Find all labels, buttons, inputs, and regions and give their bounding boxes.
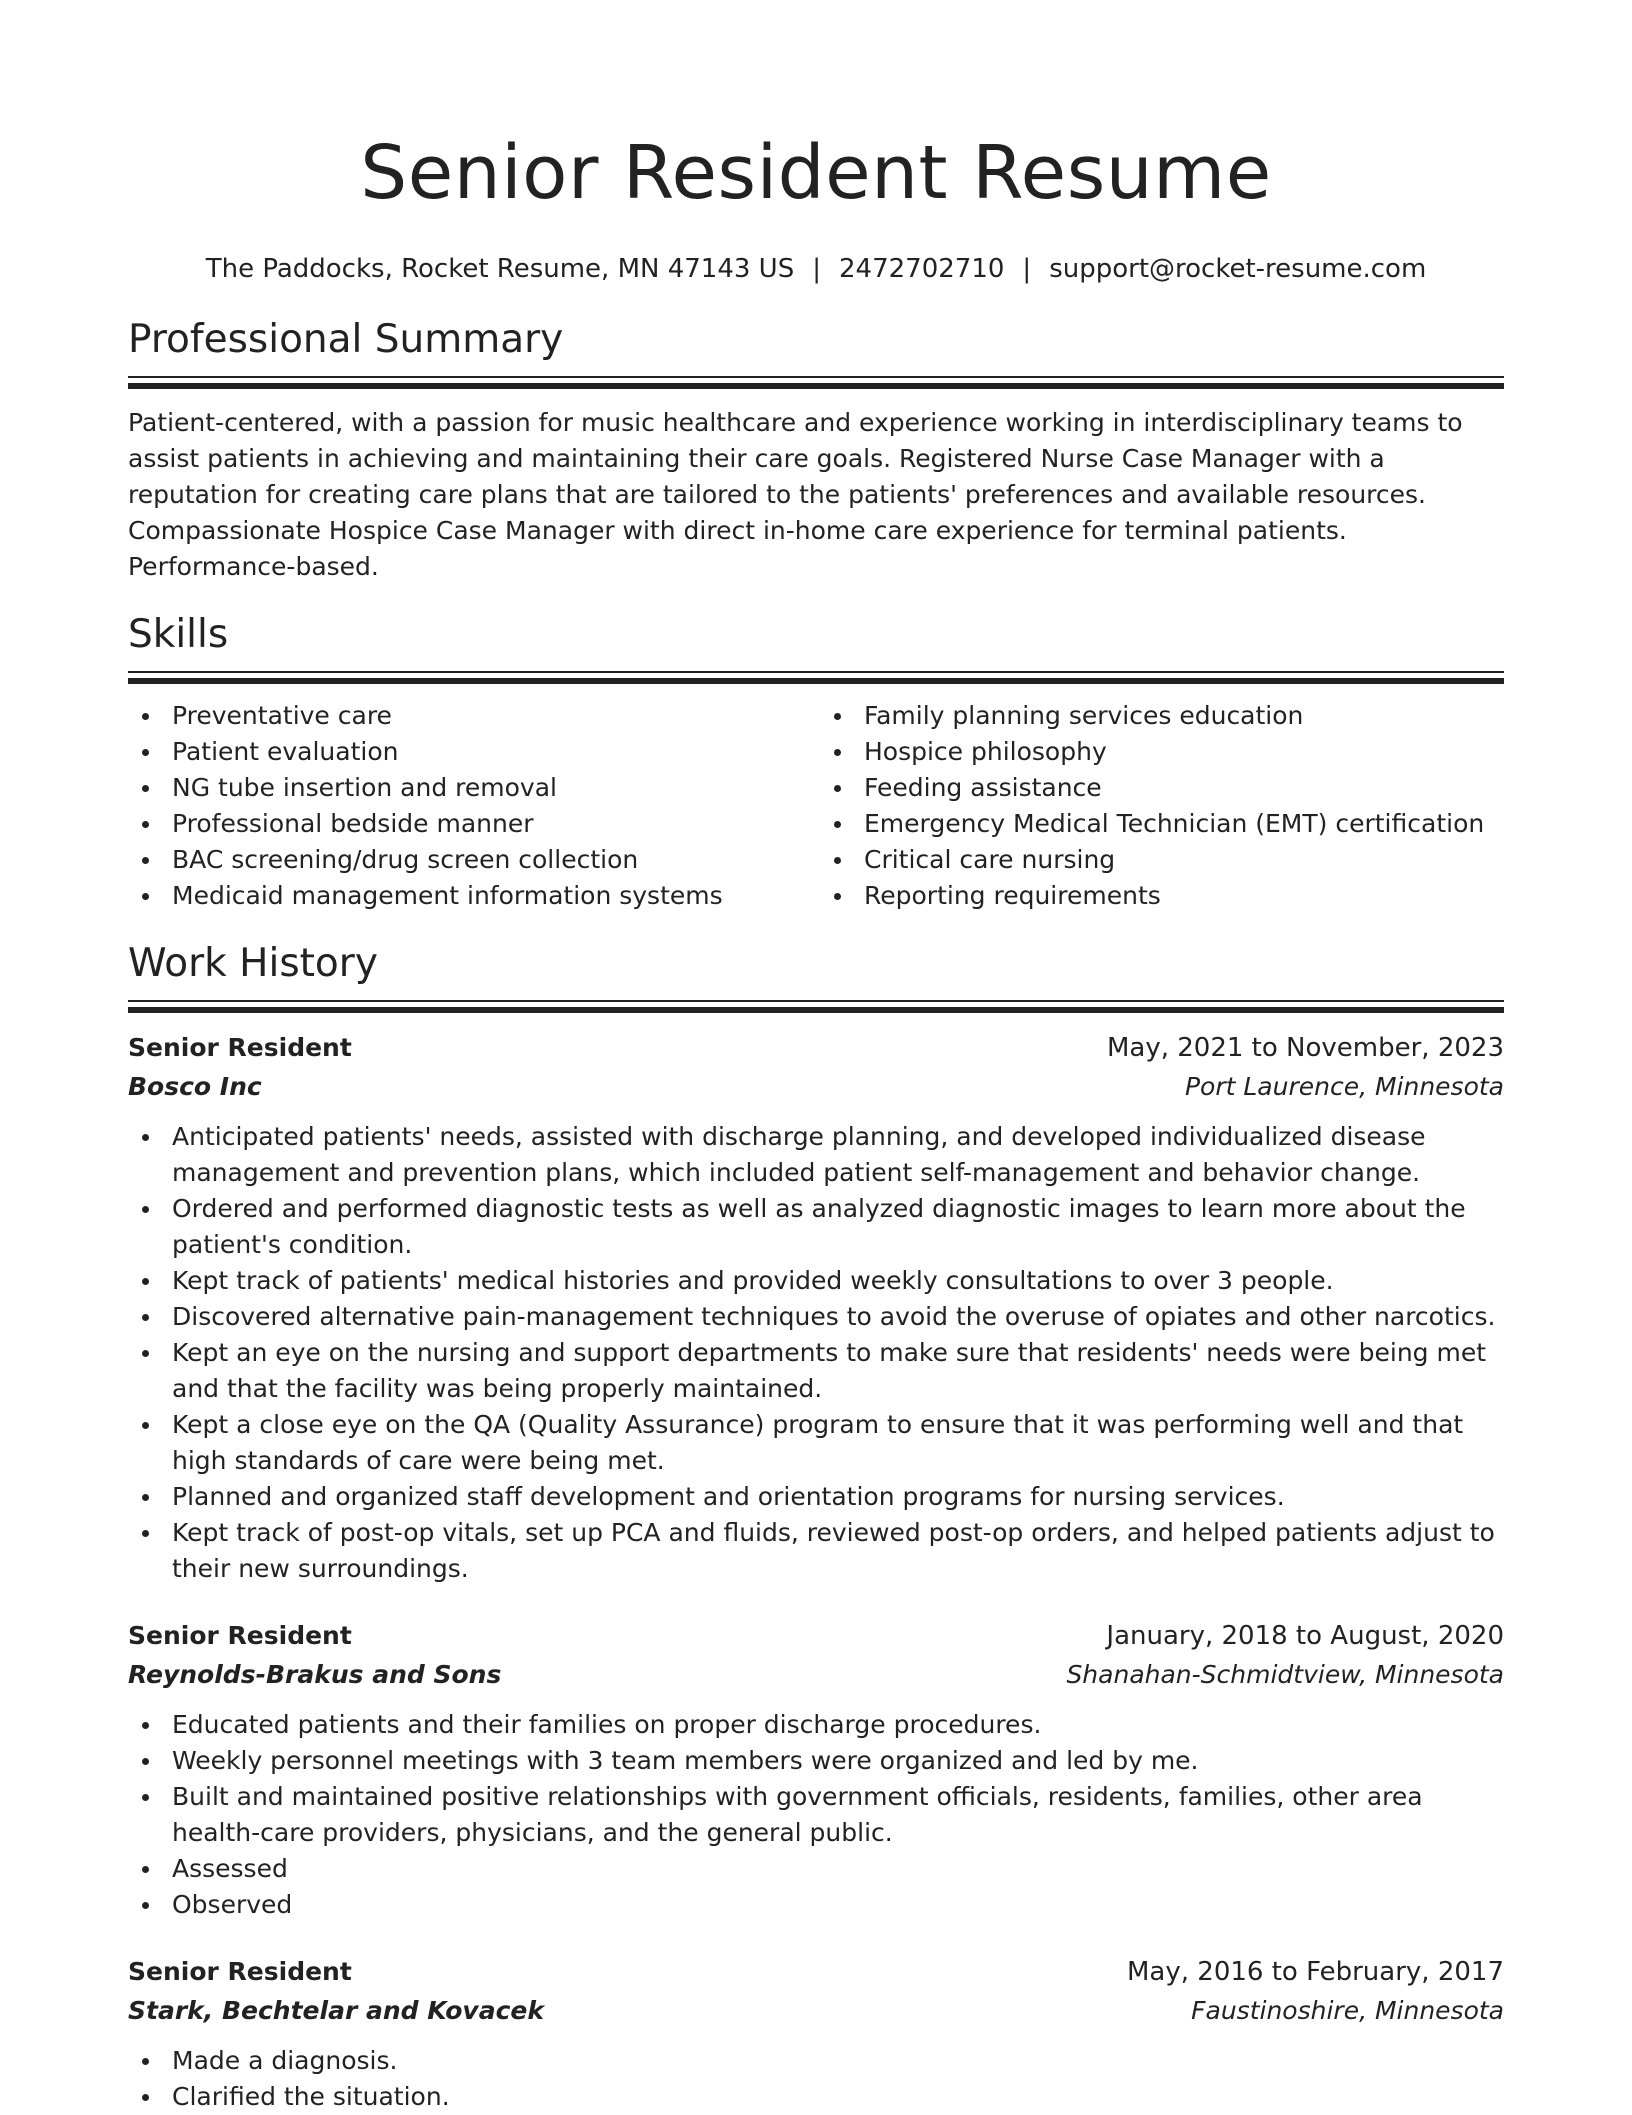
skill-item: NG tube insertion and removal (128, 770, 812, 806)
job-entry (128, 1617, 1504, 1923)
skill-item: Reporting requirements (820, 878, 1504, 914)
job-subheader (128, 1069, 1504, 1105)
section-heading-work-history: Work History (128, 941, 378, 986)
job-entry (128, 1029, 1504, 1587)
job-subheader (128, 1993, 1504, 2029)
contact-separator: | (812, 254, 821, 284)
job-company: Bosco Inc (128, 1072, 262, 1101)
summary-text: Patient-centered, with a passion for music healthcare and experience working in interdisciplinary teams to assist patients in achieving and maintaining their care goals. Registered Nurse Case Manager with a reputation for creating care plans that are tailored to the patients' preferences and available resources. Compassionate Hospice Case Manager with direct in-home care experience for terminal patients. Performance-based. (128, 408, 1463, 581)
job-bullet: Educated patients and their families on proper discharge procedures. (128, 1707, 1504, 1743)
job-bullet: Built and maintained positive relationships with government officials, residents, families, other area health-care providers, physicians, and the general public. (128, 1779, 1504, 1851)
skill-item: BAC screening/drug screen collection (128, 842, 812, 878)
job-location: Shanahan-Schmidtview, Minnesota (1066, 1660, 1504, 1689)
job-dates: May, 2016 to February, 2017 (1127, 1957, 1504, 1987)
job-header (128, 1029, 1504, 1067)
job-bullet: Kept an eye on the nursing and support departments to make sure that residents' needs were being met and that the facility was being properly maintained. (128, 1335, 1504, 1407)
skill-item: Hospice philosophy (820, 734, 1504, 770)
job-bullet: Anticipated patients' needs, assisted with discharge planning, and developed individualized disease management and prevention plans, which included patient self-management and behavior change. (128, 1119, 1504, 1191)
job-company: Stark, Bechtelar and Kovacek (128, 1996, 545, 2025)
job-bullets (128, 1707, 1504, 1923)
skills-list-right (812, 698, 1504, 914)
job-bullet: Made a diagnosis. (128, 2043, 1504, 2079)
job-bullet: Kept a close eye on the QA (Quality Assurance) program to ensure that it was performing well and that high standards of care were being met. (128, 1407, 1504, 1479)
job-bullet: Weekly personnel meetings with 3 team members were organized and led by me. (128, 1743, 1504, 1779)
job-header (128, 1953, 1504, 1991)
job-bullet: Ordered and performed diagnostic tests as well as analyzed diagnostic images to learn more about the patient's condition. (128, 1191, 1504, 1263)
section-divider (128, 671, 1504, 684)
skill-item: Feeding assistance (820, 770, 1504, 806)
job-title: Senior Resident (128, 1033, 352, 1062)
skill-item: Family planning services education (820, 698, 1504, 734)
job-location: Port Laurence, Minnesota (1184, 1072, 1504, 1101)
skill-item: Patient evaluation (128, 734, 812, 770)
skill-item: Medicaid management information systems (128, 878, 812, 914)
skill-item: Emergency Medical Technician (EMT) certification (820, 806, 1504, 842)
job-bullet: Assessed (128, 1851, 1504, 1887)
skill-item: Professional bedside manner (128, 806, 812, 842)
skills-list-left (128, 698, 812, 914)
skill-item: Preventative care (128, 698, 812, 734)
job-bullet: Planned and organized staff development and orientation programs for nursing services. (128, 1479, 1504, 1515)
contact-address: The Paddocks, Rocket Resume, MN 47143 US (205, 254, 795, 284)
job-bullet: Clarified the situation. (128, 2079, 1504, 2115)
contact-phone: 2472702710 (839, 254, 1005, 284)
contact-email[interactable]: support@rocket-resume.com (1049, 254, 1427, 284)
skill-item: Critical care nursing (820, 842, 1504, 878)
job-bullet: Kept track of patients' medical histories and provided weekly consultations to over 3 people. (128, 1263, 1504, 1299)
job-dates: May, 2021 to November, 2023 (1106, 1033, 1504, 1063)
job-title: Senior Resident (128, 1957, 352, 1986)
job-title: Senior Resident (128, 1621, 352, 1650)
work-history-section (128, 940, 1504, 2115)
skills-section (128, 611, 1504, 914)
job-company: Reynolds-Brakus and Sons (128, 1660, 502, 1689)
job-subheader (128, 1657, 1504, 1693)
job-bullets (128, 1119, 1504, 1587)
section-divider (128, 1000, 1504, 1013)
section-divider (128, 376, 1504, 389)
job-entry (128, 1953, 1504, 2115)
job-location: Faustinoshire, Minnesota (1191, 1996, 1504, 2025)
job-bullets (128, 2043, 1504, 2115)
summary-section (128, 316, 1504, 585)
job-header (128, 1617, 1504, 1655)
section-heading-summary: Professional Summary (128, 317, 564, 362)
job-dates: January, 2018 to August, 2020 (1106, 1621, 1504, 1651)
section-heading-skills: Skills (128, 612, 229, 657)
contact-line (128, 252, 1504, 286)
job-bullet: Kept track of post-op vitals, set up PCA and fluids, reviewed post-op orders, and helped patients adjust to their new surroundings. (128, 1515, 1504, 1587)
skills-columns (128, 698, 1504, 914)
resume-title: Senior Resident Resume (360, 130, 1272, 216)
contact-separator: | (1022, 254, 1032, 284)
job-bullet: Observed (128, 1887, 1504, 1923)
job-bullet: Discovered alternative pain-management techniques to avoid the overuse of opiates and other narcotics. (128, 1299, 1504, 1335)
